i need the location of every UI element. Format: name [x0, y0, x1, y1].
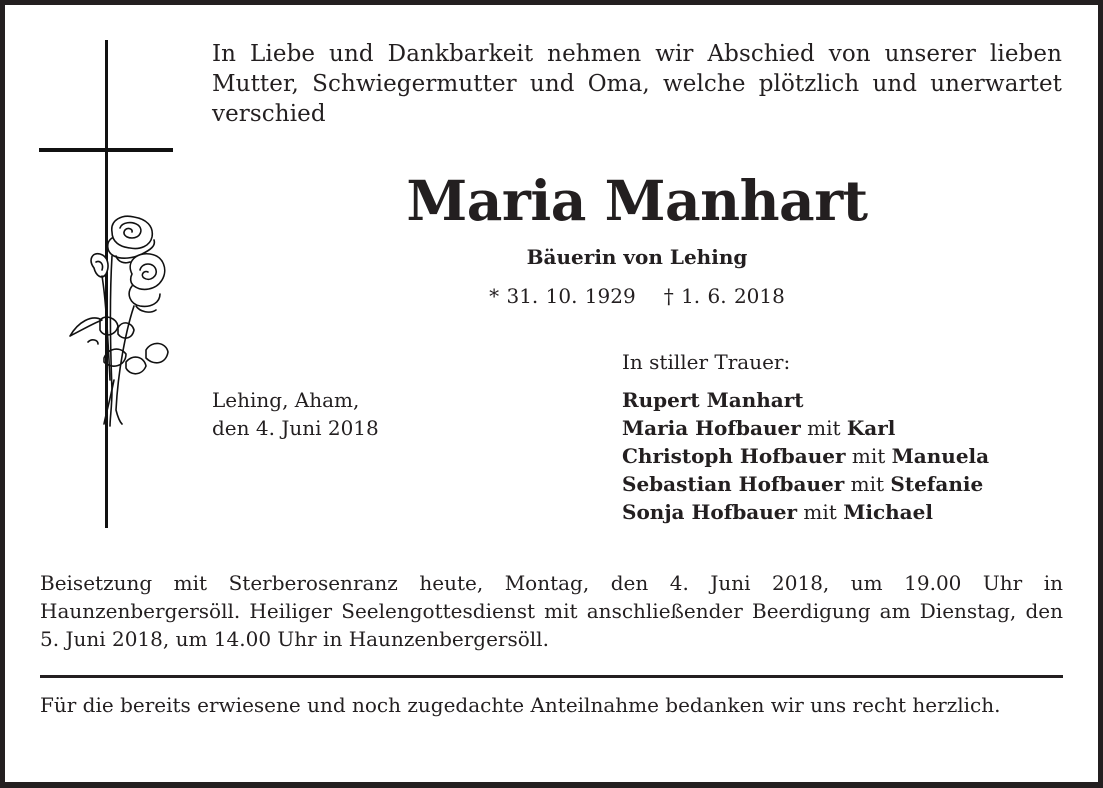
mourner-entry — [622, 498, 989, 526]
deceased-subtitle: Bäuerin von Lehing — [526, 245, 748, 269]
mourner-name: Maria Hofbauer — [622, 416, 801, 440]
mourner-entry — [622, 470, 989, 498]
mourner-connector: mit — [845, 444, 892, 468]
mourner-name: Christoph Hofbauer — [622, 444, 846, 468]
deceased-name-block — [212, 168, 1062, 234]
mourner-connector: mit — [844, 472, 891, 496]
birth-date: * 31. 10. 1929 — [489, 284, 636, 308]
divider — [40, 675, 1063, 678]
place-line: Lehing, Aham, — [212, 388, 360, 412]
mourner-entry — [622, 386, 989, 414]
funeral-details: Beisetzung mit Sterberosenranz heute, Montag, den 4. Juni 2018, um 19.00 Uhr in Haunzenbergersöll. Heiliger Seelengottesdienst mit anschließender Beerdigung am Dienstag, den 5. Juni 2018, um 14.00 Uhr in Haunzenbergersöll. — [40, 571, 1063, 651]
mourner-name: Sonja Hofbauer — [622, 500, 798, 524]
mourner-partner: Michael — [843, 500, 933, 524]
mourner-entry — [622, 414, 989, 442]
mourners-heading: In stiller Trauer: — [622, 350, 791, 374]
thanks-text: Für die bereits erwiesene und noch zugedachte Anteilnahme bedanken wir uns recht herzlich. — [40, 693, 1001, 717]
mourners-list — [622, 348, 989, 526]
roses-icon — [60, 210, 180, 430]
deceased-name: Maria Manhart — [406, 168, 868, 233]
mourner-connector: mit — [800, 416, 847, 440]
cross-bar-icon — [39, 148, 173, 152]
mourner-entry — [622, 442, 989, 470]
date-line: den 4. Juni 2018 — [212, 416, 379, 440]
mourner-connector: mit — [797, 500, 844, 524]
mourner-partner: Karl — [846, 416, 896, 440]
mourner-partner: Manuela — [891, 444, 990, 468]
mourner-name: Rupert Manhart — [622, 388, 804, 412]
mourner-name: Sebastian Hofbauer — [622, 472, 845, 496]
place-and-date — [212, 386, 379, 442]
life-dates — [212, 282, 1062, 310]
mourner-partner: Stefanie — [890, 472, 984, 496]
intro-text: In Liebe und Dankbarkeit nehmen wir Abschied von unserer lieben Mutter, Schwiegermutter und Oma, welche plötzlich und unerwartet verschied — [212, 41, 1062, 127]
death-date: † 1. 6. 2018 — [663, 284, 785, 308]
